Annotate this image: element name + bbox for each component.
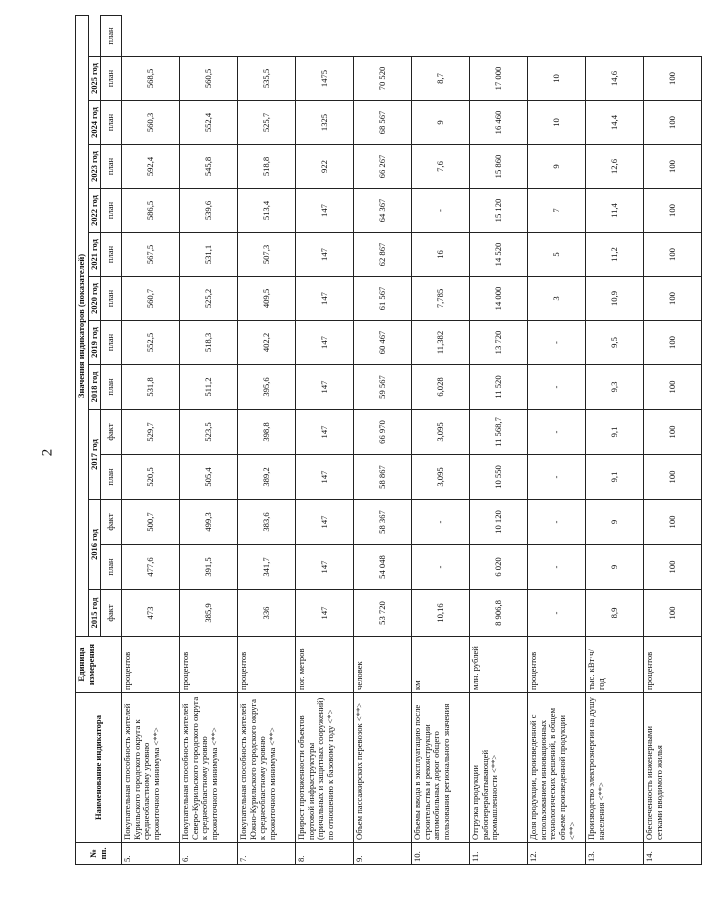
value-cell: 16 460 [470, 101, 528, 145]
table-row [296, 15, 354, 864]
value-cell: 9 [586, 545, 644, 590]
value-cell: 568,5 [122, 57, 180, 101]
sub-header: план [101, 233, 122, 277]
value-cell: 100 [644, 233, 702, 277]
value-cell: 11,2 [586, 233, 644, 277]
value-cell: 592,4 [122, 145, 180, 189]
table-row [528, 15, 586, 864]
sub-header: план [101, 455, 122, 500]
unit-cell: процентов [238, 637, 296, 693]
year-header: 2024 год [88, 101, 100, 145]
value-cell: 395,6 [238, 365, 296, 410]
table-row [412, 15, 470, 864]
value-cell: - [528, 545, 586, 590]
value-cell: 7,6 [412, 145, 470, 189]
unit-cell: процентов [180, 637, 238, 693]
value-cell: 473 [122, 590, 180, 637]
value-cell: 511,2 [180, 365, 238, 410]
value-cell: 8,7 [412, 57, 470, 101]
value-cell: 402,2 [238, 321, 296, 365]
value-cell: 100 [644, 145, 702, 189]
year-header: 2020 год [88, 277, 100, 321]
value-cell: 17 000 [470, 57, 528, 101]
value-cell: 552,5 [122, 321, 180, 365]
value-cell: 100 [644, 365, 702, 410]
value-cell: 9,5 [586, 321, 644, 365]
row-number: 13. [586, 843, 644, 865]
value-cell: 100 [644, 57, 702, 101]
value-cell: 100 [644, 590, 702, 637]
year-header: 2016 год [88, 500, 100, 590]
row-number: 14. [644, 843, 702, 865]
indicator-name: Производство электроэнергии на душу населения <**> [586, 693, 644, 843]
value-cell: 1475 [296, 57, 354, 101]
value-cell: 5 [528, 233, 586, 277]
value-cell: 518,3 [180, 321, 238, 365]
year-header: 2023 год [88, 145, 100, 189]
row-number: 9. [354, 843, 412, 865]
value-cell: 507,3 [238, 233, 296, 277]
sub-header: план [101, 321, 122, 365]
unit-cell: пог. метров [296, 637, 354, 693]
value-cell: 15 860 [470, 145, 528, 189]
value-cell: 560,5 [180, 57, 238, 101]
sub-header: план [101, 145, 122, 189]
value-cell: - [528, 410, 586, 455]
value-cell: 383,6 [238, 500, 296, 545]
value-cell: - [528, 455, 586, 500]
row-number: 5. [122, 843, 180, 865]
value-cell: - [412, 500, 470, 545]
indicator-name: Прирост протяженности объектов портовой инфраструктуры (причальных и защитных сооружений) по отношению к базовому году <*> [296, 693, 354, 843]
value-cell: 531,8 [122, 365, 180, 410]
unit-cell: процентов [528, 637, 586, 693]
value-cell: 10 [528, 101, 586, 145]
sub-header: план [101, 365, 122, 410]
sub-header: факт [101, 410, 122, 455]
value-cell: 100 [644, 189, 702, 233]
value-cell: 100 [644, 545, 702, 590]
row-number: 10. [412, 843, 470, 865]
table-row [644, 15, 702, 864]
value-cell: 100 [644, 500, 702, 545]
table-row [586, 15, 644, 864]
year-header: 2022 год [88, 189, 100, 233]
value-cell: 9 [528, 145, 586, 189]
value-cell: 9 [412, 101, 470, 145]
value-cell: 500,7 [122, 500, 180, 545]
value-cell: 9,1 [586, 455, 644, 500]
value-cell: 9,1 [586, 410, 644, 455]
value-cell: 567,5 [122, 233, 180, 277]
value-cell: 100 [644, 321, 702, 365]
table-row [122, 15, 180, 864]
value-cell: 58 867 [354, 455, 412, 500]
table-row [470, 15, 528, 864]
value-cell: 60 467 [354, 321, 412, 365]
value-cell: - [528, 321, 586, 365]
sub-header: факт [101, 500, 122, 545]
value-cell: 539,6 [180, 189, 238, 233]
value-cell: 100 [644, 101, 702, 145]
value-cell: 11 568,7 [470, 410, 528, 455]
value-cell: 385,9 [180, 590, 238, 637]
value-cell: 8 906,8 [470, 590, 528, 637]
value-cell: 147 [296, 321, 354, 365]
year-header: 2019 год [88, 321, 100, 365]
value-cell: 531,1 [180, 233, 238, 277]
unit-cell: км [412, 637, 470, 693]
sub-header: план [101, 545, 122, 590]
value-cell: 14 520 [470, 233, 528, 277]
value-cell: 7,785 [412, 277, 470, 321]
value-cell: 147 [296, 410, 354, 455]
value-cell: 3,095 [412, 455, 470, 500]
value-cell: 525,2 [180, 277, 238, 321]
indicator-name: Доля продукции, произведенной с использованием инновационных технологических решений, в общем объеме произведенной продукции <**> [528, 693, 586, 843]
value-cell: 3,095 [412, 410, 470, 455]
value-cell: 16 [412, 233, 470, 277]
value-cell: 59 567 [354, 365, 412, 410]
year-header: 2018 год [88, 365, 100, 410]
rotated-page [75, 27, 677, 865]
table-row [354, 15, 412, 864]
row-number: 7. [238, 843, 296, 865]
header-num: № пп. [76, 843, 122, 865]
value-cell: 586,5 [122, 189, 180, 233]
value-cell: 9,3 [586, 365, 644, 410]
unit-cell: тыс. кВт·ч/год [586, 637, 644, 693]
value-cell: 545,8 [180, 145, 238, 189]
year-header: 2015 год [88, 590, 100, 637]
year-header: 2017 год [88, 410, 100, 500]
value-cell: 14,4 [586, 101, 644, 145]
value-cell: 147 [296, 189, 354, 233]
value-cell: - [528, 500, 586, 545]
value-cell: 513,4 [238, 189, 296, 233]
value-cell: 10,9 [586, 277, 644, 321]
unit-cell: человек [354, 637, 412, 693]
indicator-name: Покупательная способность жителей Южно-Курильского городского округа к среднеобластному уровню прожиточного минимума <**> [238, 693, 296, 843]
value-cell: 523,5 [180, 410, 238, 455]
value-cell: 10 [528, 57, 586, 101]
value-cell: 147 [296, 455, 354, 500]
value-cell: 12,6 [586, 145, 644, 189]
value-cell: 6 020 [470, 545, 528, 590]
value-cell: - [412, 189, 470, 233]
unit-cell: процентов [122, 637, 180, 693]
value-cell: 520,5 [122, 455, 180, 500]
sub-header: план [101, 277, 122, 321]
value-cell: 54 048 [354, 545, 412, 590]
value-cell: - [412, 545, 470, 590]
indicator-name: Объемы ввода в эксплуатацию после строительства и реконструкции автомобильных дорог общего пользования регионального значения [412, 693, 470, 843]
value-cell: 336 [238, 590, 296, 637]
value-cell: 922 [296, 145, 354, 189]
header-unit: Единица измерения [76, 637, 122, 693]
value-cell: 66 267 [354, 145, 412, 189]
value-cell: 477,6 [122, 545, 180, 590]
value-cell: 11,382 [412, 321, 470, 365]
unit-cell: млн. рублей [470, 637, 528, 693]
row-number: 8. [296, 843, 354, 865]
indicator-name: Обеспеченность инженерными сетками вводимого жилья [644, 693, 702, 843]
value-cell: 147 [296, 277, 354, 321]
value-cell: 13 720 [470, 321, 528, 365]
value-cell: 70 520 [354, 57, 412, 101]
value-cell: 147 [296, 233, 354, 277]
sub-header: план [101, 101, 122, 145]
row-number: 11. [470, 843, 528, 865]
value-cell: 535,5 [238, 57, 296, 101]
value-cell: - [528, 590, 586, 637]
value-cell: 389,2 [238, 455, 296, 500]
page-number: 2 [39, 448, 56, 457]
sub-header: факт [101, 590, 122, 637]
value-cell: 560,3 [122, 101, 180, 145]
value-cell: 11,4 [586, 189, 644, 233]
sub-header: план [101, 189, 122, 233]
value-cell: 409,5 [238, 277, 296, 321]
value-cell: 499,3 [180, 500, 238, 545]
sub-header: план [101, 57, 122, 101]
value-cell: 14,6 [586, 57, 644, 101]
value-cell: 53 720 [354, 590, 412, 637]
value-cell: 6,028 [412, 365, 470, 410]
value-cell: 10 550 [470, 455, 528, 500]
row-number: 6. [180, 843, 238, 865]
value-cell: 560,7 [122, 277, 180, 321]
table-row [180, 15, 238, 864]
value-cell: 147 [296, 500, 354, 545]
value-cell: 61 567 [354, 277, 412, 321]
unit-cell: процентов [644, 637, 702, 693]
value-cell: 10,16 [412, 590, 470, 637]
value-cell: 15 120 [470, 189, 528, 233]
value-cell: 100 [644, 277, 702, 321]
value-cell: 147 [296, 590, 354, 637]
value-cell: 398,8 [238, 410, 296, 455]
value-cell: 100 [644, 455, 702, 500]
value-cell: 11 520 [470, 365, 528, 410]
value-cell: 1325 [296, 101, 354, 145]
indicator-name: Покупательная способность жителей Курильского городского округа к среднеобластному уровню прожиточного минимума <**> [122, 693, 180, 843]
value-cell: 505,4 [180, 455, 238, 500]
value-cell: 8,9 [586, 590, 644, 637]
year-header: 2021 год [88, 233, 100, 277]
header-name: Наименование индикатора [76, 693, 122, 843]
value-cell: 14 000 [470, 277, 528, 321]
value-cell: 58 367 [354, 500, 412, 545]
value-cell: 3 [528, 277, 586, 321]
value-cell: 9 [586, 500, 644, 545]
value-cell: 518,8 [238, 145, 296, 189]
value-cell: 10 120 [470, 500, 528, 545]
indicators-table [75, 15, 702, 865]
value-cell: 552,4 [180, 101, 238, 145]
value-cell: 100 [644, 410, 702, 455]
year-header: 2025 год [88, 57, 100, 101]
value-cell: 64 367 [354, 189, 412, 233]
indicator-name: Объем пассажирских перевозок <**> [354, 693, 412, 843]
header-values: Значения индикаторов (показателей) [76, 15, 89, 636]
value-cell: 391,5 [180, 545, 238, 590]
value-cell: 529,7 [122, 410, 180, 455]
value-cell: 147 [296, 545, 354, 590]
indicator-name: Отгрузка продукции рыбоперерабатывающей промышленности <**> [470, 693, 528, 843]
value-cell: 7 [528, 189, 586, 233]
row-number: 12. [528, 843, 586, 865]
value-cell: 62 867 [354, 233, 412, 277]
value-cell: 66 970 [354, 410, 412, 455]
value-cell: - [528, 365, 586, 410]
value-cell: 525,7 [238, 101, 296, 145]
value-cell: 341,7 [238, 545, 296, 590]
table-row [238, 15, 296, 864]
indicator-name: Покупательная способность жителей Северо-Курильского городского округа к среднеобластному уровню прожиточного минимума <**> [180, 693, 238, 843]
value-cell: 147 [296, 365, 354, 410]
value-cell: 68 567 [354, 101, 412, 145]
sub-header: план [101, 15, 122, 56]
